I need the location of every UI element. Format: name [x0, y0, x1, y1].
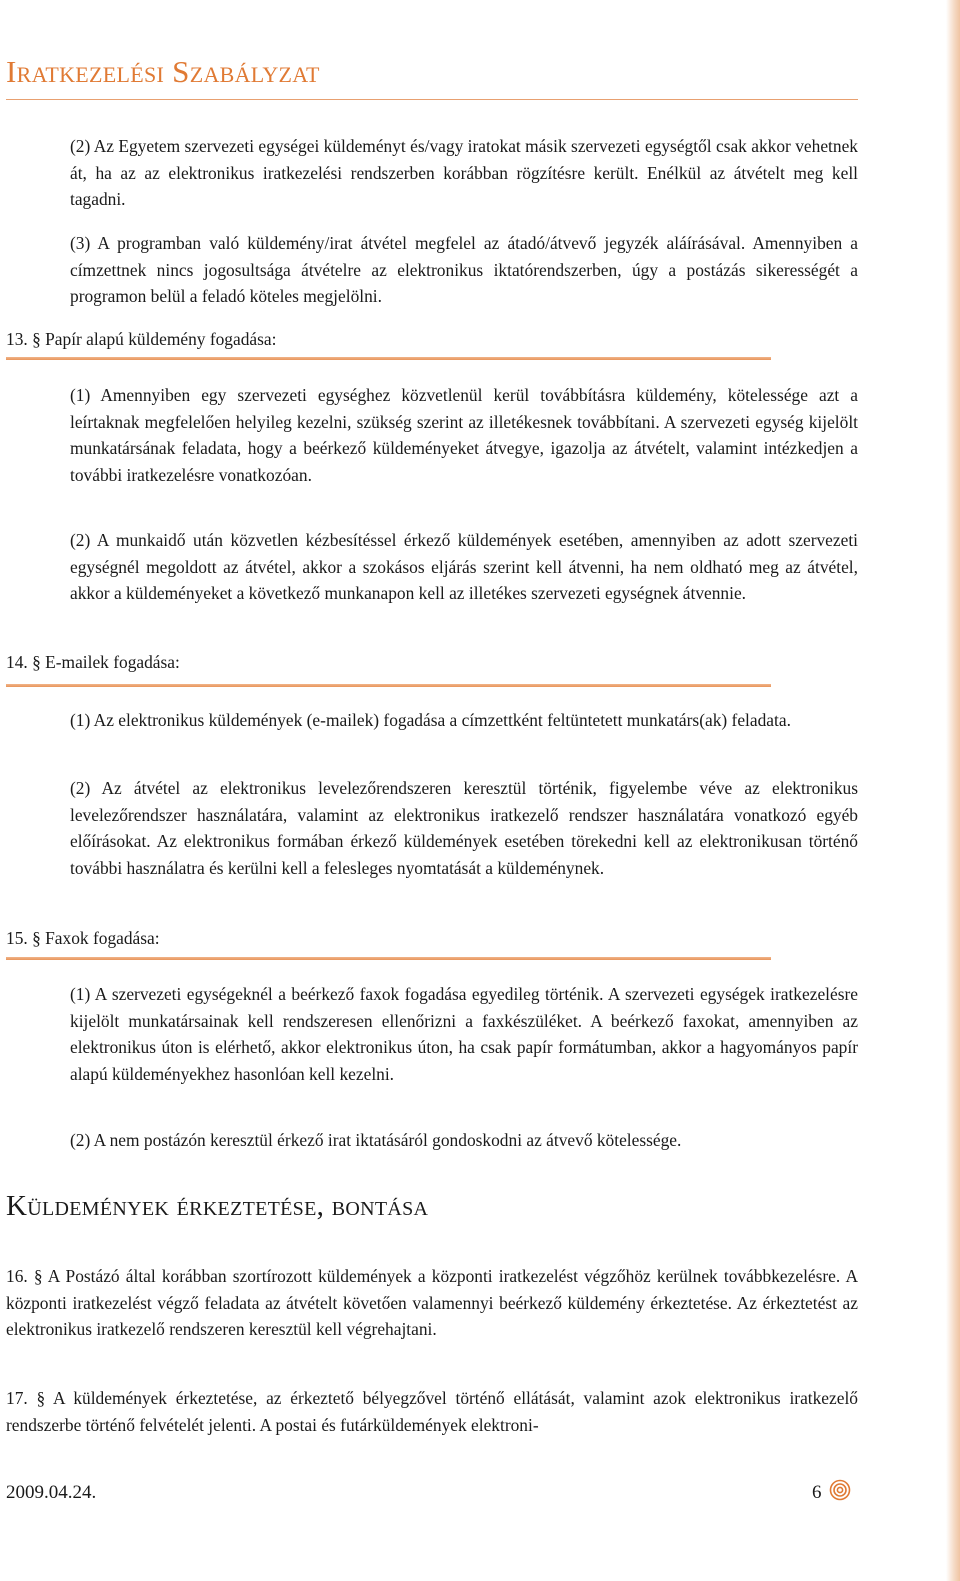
concentric-circles-icon — [829, 1479, 851, 1501]
page-number: 6 — [812, 1482, 822, 1503]
header-divider — [6, 99, 858, 100]
section-heading-13: 13. § Papír alapú küldemény fogadása: — [6, 329, 277, 349]
page-edge-decoration — [946, 0, 960, 1581]
section-heading-14: 14. § E-mailek fogadása: — [6, 652, 180, 672]
section-divider-14 — [6, 684, 771, 687]
chapter-title: Küldemények érkeztetése, bontása — [6, 1190, 429, 1222]
paragraph-14-2: (2) Az átvétel az elektronikus levelezőrendszeren keresztül történik, figyelembe véve az elektronikus levelezőrendszer használatára, valamint az elektronikus iratkezelő rendszer használatára vonatkozó egyéb előírásokat. Az elektronikus formában érkező küldemények esetében törekedni kell az elektronikusan történő további használatra és kerülni kell a felesleges nyomtatását a küldeménynek. — [70, 778, 858, 878]
paragraph-13-2: (2) A munkaidő után közvetlen kézbesítéssel érkező küldemények esetében, amennyiben az adott szervezeti egységnél megoldott az átvétel, akkor a szokásos eljárás szerint kell átvenni, ha nem oldható meg az átvétel, akkor a küldeményeket a következő munkanapon kell az illetékes szervezeti egységnek átvennie. — [70, 530, 858, 603]
paragraph-15-2: (2) A nem postázón keresztül érkező irat iktatásáról gondoskodni az átvevő kötelessége. — [70, 1130, 682, 1150]
document-header-title: Iratkezelési Szabályzat — [6, 54, 320, 89]
section-heading-15: 15. § Faxok fogadása: — [6, 928, 160, 948]
paragraph-13-1: (1) Amennyiben egy szervezeti egységhez közvetlenül kerül továbbításra küldemény, kötelessége azt a leírtaknak megfelelően helyileg kezelni, szükség szerint az illetékesnek továbbítani. A szervezeti egység kijelölt munkatársának feladata, hogy a beérkező küldeményeket átvegye, igazolja az átvételt, valamint intézkedjen a további iratkezelésre vonatkozóan. — [70, 385, 858, 485]
section-divider-13 — [6, 357, 771, 360]
paragraph-14-1: (1) Az elektronikus küldemények (e-mailek) fogadása a címzettként feltüntetett munkatárs(ak) feladata. — [70, 710, 791, 730]
section-divider-15 — [6, 957, 771, 960]
paragraph-15-1: (1) A szervezeti egységeknél a beérkező faxok fogadása egyedileg történik. A szervezeti egységek iratkezelésre kijelölt munkatársainak kell rendszeresen ellenőrizni a faxkészüléket. A beérkező faxokat, amennyiben az elektronikus úton is elérhető, akkor elektronikus úton, ha csak papír formátumban, akkor a hagyományos papír alapú küldeményekhez hasonlóan kell kezelni. — [70, 984, 858, 1084]
paragraph-12-2: (2) Az Egyetem szervezeti egységei küldeményt és/vagy iratokat másik szervezeti egységtől csak akkor vehetnek át, ha az az elektronikus iratkezelési rendszerben korábban rögzítésre került. Enélkül az átvételt meg kell tagadni. — [70, 136, 858, 209]
footer-date: 2009.04.24. — [6, 1482, 97, 1503]
paragraph-12-3: (3) A programban való küldemény/irat átvétel megfelel az átadó/átvevő jegyzék aláírásával. Amennyiben a címzettnek nincs jogosultsága átvételre az elektronikus iktatórendszerben, úgy a postázás sikerességét a programon belül a feladó köteles megjelölni. — [70, 233, 858, 306]
paragraph-17: 17. § A küldemények érkeztetése, az érkeztető bélyegzővel történő ellátását, valamint azok elektronikus iratkezelő rendszerbe történő felvételét jelenti. A postai és futárküldemények elektroni- — [6, 1388, 858, 1435]
paragraph-16: 16. § A Postázó által korábban szortírozott küldemények a központi iratkezelést végzőhöz kerülnek továbbkezelésre. A központi iratkezelést végző feladata az átvételt követően valamennyi beérkező küldemény érkeztetése. Az érkeztetést az elektronikus iratkezelő rendszeren keresztül kell végrehajtani. — [6, 1266, 858, 1339]
